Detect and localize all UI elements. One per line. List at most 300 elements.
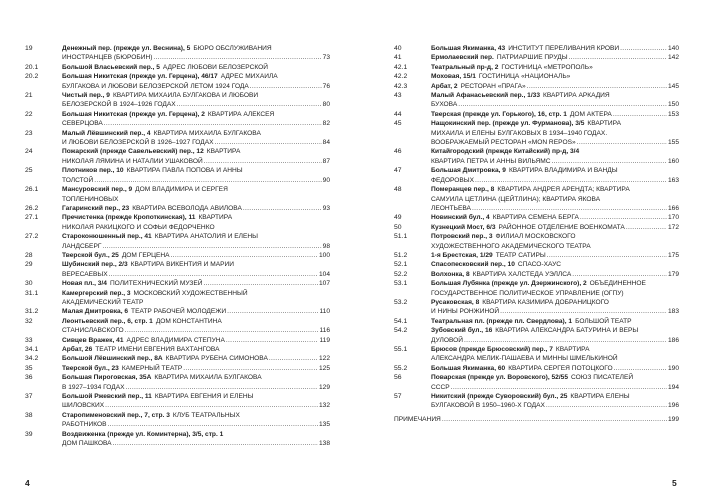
dot-leader <box>108 420 318 429</box>
entry-number: 40 <box>394 45 402 52</box>
entry-number: 55.1 <box>394 346 408 353</box>
entry-address: Новинский бул., 4 <box>431 214 490 222</box>
toc-entry <box>25 63 330 72</box>
entry-line <box>431 204 679 213</box>
toc-notes-entry <box>394 415 679 424</box>
entry-title: БУХОВА <box>431 101 458 109</box>
toc-entry <box>25 392 330 411</box>
entry-number: 42.1 <box>394 63 408 71</box>
entry-page-number: 183 <box>667 308 679 316</box>
dot-leader <box>109 270 318 279</box>
entry-title: АЛЕКСАНДРА МЕЛИК-ПАШАЕВА И МИННЫ ШМЕЛЬКИНОЙ <box>431 355 618 363</box>
entry-page-number: 100 <box>318 251 330 259</box>
entry-page-number: 76 <box>322 82 330 90</box>
toc-entry <box>394 232 679 251</box>
entry-line <box>62 157 330 166</box>
toc-entry <box>394 110 679 119</box>
entry-title: НИКОЛАЯ ЛЯМИНА И НАТАЛИИ УШАКОВОЙ <box>62 157 203 165</box>
toc-entry <box>394 82 679 91</box>
entry-number: 38 <box>25 411 33 419</box>
entry-address: Малая Дмитровка, 6 <box>62 308 129 316</box>
dot-leader <box>626 223 667 232</box>
entry-number: 53.1 <box>394 280 408 288</box>
dot-leader <box>227 307 318 316</box>
entry-title: СПАСО-ХАУС <box>517 261 562 269</box>
entry-line <box>431 270 679 279</box>
entry-number: 25 <box>25 167 33 175</box>
toc-entry <box>394 44 679 53</box>
entry-title: СЕВЕРЦОВА <box>62 120 103 128</box>
entry-number: 46 <box>394 148 402 156</box>
toc-entry <box>25 185 330 204</box>
entry-line <box>431 279 679 288</box>
entry-address: Ермолаевский пер. <box>431 54 494 62</box>
entry-line <box>431 195 679 204</box>
toc-entry <box>25 260 330 279</box>
entry-title: КАМЕРНЫЙ ТЕАТР <box>121 364 183 372</box>
entry-page-number: 163 <box>667 176 679 184</box>
dot-leader <box>458 100 667 109</box>
entry-page-number: 190 <box>667 364 679 372</box>
toc-entry <box>25 204 330 213</box>
toc-entry <box>394 260 679 269</box>
toc-entry <box>25 91 330 110</box>
toc-entry <box>25 345 330 354</box>
entry-address: Китайгородский (прежде Китайский) пр-д, 3/4 <box>431 148 580 156</box>
entry-line <box>62 44 330 53</box>
toc-entry <box>25 110 330 129</box>
toc-entry <box>394 223 679 232</box>
entry-title: КВАРТИРА <box>206 148 241 156</box>
entry-address: Новая пл., 3/4 <box>62 280 107 288</box>
entry-address: Театральная пл. (прежде пл. Свердлова), 1 <box>431 317 573 325</box>
entry-title: МИХАИЛА И ЕЛЕНЫ БУЛГАКОВЫХ В 1934–1940 ГОДАХ. <box>431 129 608 137</box>
dot-leader <box>204 157 322 166</box>
entry-line <box>431 364 679 373</box>
entry-address: Арбат, 26 <box>62 346 93 353</box>
entry-page-number: 122 <box>318 355 330 363</box>
entry-title: АДРЕС ВЛАДИМИРА СТЕПУНА <box>126 336 225 344</box>
entry-address: 1-я Брестская, 1/29 <box>431 251 493 259</box>
entry-number: 53.2 <box>394 298 408 306</box>
entry-line <box>62 242 330 251</box>
entry-title: БОЛЬШОЙ ТЕАТР <box>575 317 632 325</box>
entry-address: Сивцев Вражек, 41 <box>62 336 124 344</box>
entry-line <box>431 289 679 298</box>
entry-address: Спасопесковский пер., 10 <box>431 261 515 269</box>
toc-entry <box>25 354 330 363</box>
entry-title: КВАРТИРА АНАТОЛИЯ И ЕЛЕНЫ <box>154 233 258 241</box>
entry-line <box>431 336 679 345</box>
entry-number: 20.2 <box>25 73 39 81</box>
entry-title: ДОМ ВЛАДИМИРА И СЕРГЕЯ <box>135 186 228 194</box>
entry-page-number: 142 <box>667 54 679 62</box>
entry-address: Шубинский пер., 2/3 <box>62 261 128 269</box>
entry-title: ДУЛОВОЙ <box>431 336 464 344</box>
entry-line <box>431 373 679 382</box>
entry-title: СОЮЗ ПИСАТЕЛЕЙ <box>571 374 634 382</box>
entry-line <box>431 185 679 194</box>
toc-entry <box>25 279 330 288</box>
entry-page-number: 160 <box>667 157 679 165</box>
entry-title: АДРЕС ЛЮБОВИ БЕЛОЗЕРСКОЙ <box>162 63 269 71</box>
entry-address: Большой Лёвшинский пер., 8А <box>62 355 163 363</box>
entry-title: ГОСУДАРСТВЕННОЕ ПОЛИТИЧЕСКОЕ УПРАВЛЕНИЕ (ОГПУ) <box>431 289 624 297</box>
entry-page-number: 73 <box>322 54 330 62</box>
entry-line <box>431 232 679 241</box>
toc-entry <box>394 373 679 392</box>
entry-title: КВАРТИРА СЕРГЕЯ ПОТОЦКОГО <box>508 364 613 372</box>
entry-address: Большая Никитская (прежде ул. Герцена), 2 <box>62 110 205 118</box>
entry-number: 36 <box>25 374 33 382</box>
entry-number: 19 <box>25 45 33 52</box>
toc-entry <box>394 119 679 147</box>
entry-page-number: 129 <box>318 383 330 391</box>
entry-page-number: 104 <box>318 270 330 278</box>
entry-line <box>62 279 330 288</box>
toc-entry <box>394 63 679 72</box>
entry-line <box>62 185 330 194</box>
entry-page-number: 119 <box>319 336 330 344</box>
right-page-number: 5 <box>672 478 677 488</box>
entry-line <box>62 204 330 213</box>
entry-title: КВАРТИРА ВЛАДИМИРА И ВАНДЫ <box>508 167 618 175</box>
toc-entry <box>394 392 679 411</box>
entry-page-number: 125 <box>318 364 330 372</box>
entry-title: СТАНИСЛАВСКОГО <box>62 327 124 335</box>
toc-entry <box>394 147 679 166</box>
entry-title: ТЕАТР РАБОЧЕЙ МОЛОДЕЖИ <box>131 308 227 316</box>
entry-number: 45 <box>394 120 402 128</box>
entry-line <box>431 251 679 260</box>
entry-address: Большая Пироговская, 35А <box>62 374 152 382</box>
entry-line <box>62 317 330 326</box>
entry-number: 34.1 <box>25 346 39 353</box>
entry-number: 51.1 <box>394 233 408 241</box>
toc-entry <box>394 326 679 345</box>
entry-page-number: 179 <box>667 270 679 278</box>
entry-title: АДРЕС МИХАИЛА <box>220 73 278 81</box>
dot-leader <box>243 204 322 213</box>
entry-line <box>62 213 330 222</box>
entry-title: КЛУБ ТЕАТРАЛЬНЫХ <box>172 411 240 419</box>
entry-number: 28 <box>25 251 33 259</box>
entry-number: 20.1 <box>25 63 39 71</box>
entry-page-number: 170 <box>667 214 679 222</box>
dot-leader <box>102 242 321 251</box>
entry-title: КВАРТИРА ПАВЛА ПОПОВА И АННЫ <box>126 167 243 175</box>
dot-leader <box>577 138 667 147</box>
entry-address: Моховая, 15/1 <box>431 73 476 81</box>
entry-line <box>62 270 330 279</box>
entry-line <box>431 345 679 354</box>
entry-number: 22 <box>25 110 33 118</box>
entry-title: КВАРТИРА РУБЕНА СИМОНОВА <box>165 355 268 363</box>
entry-address: Малый Лёвшинский пер., 4 <box>62 129 151 137</box>
entry-line <box>431 317 679 326</box>
entry-line <box>431 100 679 109</box>
entry-number: 54.1 <box>394 317 408 325</box>
entry-title: БУЛГАКОВА И ЛЮБОВИ БЕЛОЗЕРСКОЙ ЛЕТОМ 1924 ГОДА <box>62 82 249 90</box>
entry-address: Волхонка, 8 <box>431 270 470 278</box>
entry-line <box>62 53 330 62</box>
entry-line <box>431 223 679 232</box>
entry-title: ГОСТИНИЦА «МЕТРОПОЛЬ» <box>501 63 593 71</box>
toc-entry <box>394 364 679 373</box>
entry-line <box>62 383 330 392</box>
entry-address: Плотников пер., 10 <box>62 167 124 175</box>
entry-title: НИКОЛАЯ РАКИЦКОГО И СОФЬИ ФЕДОРЧЕНКО <box>62 223 215 231</box>
entry-title: КВАРТИРА ВИКЕНТИЯ И МАРИИ <box>130 261 234 269</box>
entry-page-number: 150 <box>667 101 679 109</box>
dot-leader <box>171 251 318 260</box>
entry-number: 31.2 <box>25 308 39 316</box>
entry-line <box>62 345 330 354</box>
entry-number: 52.2 <box>394 270 408 278</box>
entry-number: 26.2 <box>25 204 39 212</box>
entry-line <box>62 354 330 363</box>
toc-entry <box>25 251 330 260</box>
entry-line <box>62 82 330 91</box>
entry-line <box>431 82 679 91</box>
entry-line <box>62 289 330 298</box>
notes-label: ПРИМЕЧАНИЯ <box>394 415 441 423</box>
entry-address: Мансуровский пер., 9 <box>62 186 133 194</box>
dot-leader <box>177 100 322 109</box>
toc-entry <box>394 317 679 326</box>
entry-address: Староконюшенный пер., 41 <box>62 233 152 241</box>
entry-number: 32 <box>25 317 33 325</box>
entry-title: ПАТРИАРШИЕ ПРУДЫ <box>496 54 568 62</box>
toc-entry <box>25 411 330 430</box>
entry-address: Большая Лубянка (прежде ул. Дзержинского), 2 <box>431 280 587 288</box>
entry-page-number: 132 <box>318 402 330 410</box>
entry-line <box>431 213 679 222</box>
toc-entry <box>25 44 330 63</box>
entry-line <box>62 420 330 429</box>
entry-number: 54.2 <box>394 327 408 335</box>
entry-title: КВАРТИРА МИХАИЛА БУЛГАКОВА И ЛЮБОВИ <box>112 92 259 100</box>
entry-line <box>431 129 679 138</box>
entry-page-number: 166 <box>667 204 679 212</box>
entry-line <box>62 439 330 448</box>
entry-number: 39 <box>25 430 33 438</box>
entry-page-number: 135 <box>318 421 330 429</box>
entry-line <box>62 307 330 316</box>
entry-number: 44 <box>394 110 402 118</box>
entry-number: 33 <box>25 336 33 344</box>
entry-page-number: 153 <box>667 110 679 118</box>
entry-line <box>431 63 679 72</box>
entry-line <box>431 53 679 62</box>
toc-entry <box>394 53 679 62</box>
entry-title: И ЛЮБОВИ БЕЛОЗЕРСКОЙ В 1926–1927 ГОДАХ <box>62 139 214 147</box>
entry-line <box>431 157 679 166</box>
entry-title: КВАРТИРА ЕВГЕНИЯ И ЕЛЕНЫ <box>154 393 254 401</box>
entry-line <box>431 138 679 147</box>
entry-page-number: 87 <box>322 157 330 165</box>
entry-line <box>62 260 330 269</box>
entry-line <box>62 430 330 439</box>
entry-line <box>62 326 330 335</box>
entry-number: 35 <box>25 364 33 372</box>
dot-leader <box>572 270 667 279</box>
entry-number: 55.2 <box>394 364 408 372</box>
entry-number: 56 <box>394 374 402 382</box>
entry-line <box>62 373 330 382</box>
dot-leader <box>226 336 319 345</box>
dot-leader <box>527 82 667 91</box>
dot-leader <box>104 119 322 128</box>
entry-line <box>431 260 679 269</box>
toc-entry <box>25 147 330 166</box>
entry-address: Потровский пер., 3 <box>431 233 493 241</box>
entry-address: Большая Никитская (прежде ул. Герцена), 46/17 <box>62 73 218 81</box>
entry-address: Пожарский (прежде Савельевский) пер., 12 <box>62 148 204 156</box>
dot-leader <box>500 307 667 316</box>
dot-leader <box>153 53 321 62</box>
toc-entry <box>394 166 679 185</box>
entry-number: 30 <box>25 280 33 288</box>
entry-address: Брюсов (прежде Брюсовский) пер., 7 <box>431 346 553 353</box>
entry-title: БЕЛОЗЕРСКОЙ В 1924–1926 ГОДАХ <box>62 101 176 109</box>
entry-line <box>62 119 330 128</box>
entry-number: 51.2 <box>394 251 408 259</box>
entry-line <box>62 411 330 420</box>
entry-page-number: 93 <box>322 204 330 212</box>
entry-title: ТЕАТР САТИРЫ <box>495 251 546 259</box>
entry-title: ЛАНДСБЕРГ <box>62 242 102 250</box>
toc-entry <box>25 166 330 185</box>
entry-line <box>62 336 330 345</box>
entry-page-number: 172 <box>667 223 679 231</box>
entry-number: 26.1 <box>25 186 39 194</box>
entry-number: 48 <box>394 186 402 194</box>
entry-title: ДОМ КОНСТАНТИНА <box>155 317 222 325</box>
entry-title: ТОПЛЕНИНОВЫХ <box>62 195 119 203</box>
entry-address: Большой Власьевский пер., 5 <box>62 63 160 71</box>
entry-line <box>62 176 330 185</box>
entry-line <box>62 138 330 147</box>
entry-line <box>62 364 330 373</box>
entry-title: ГОСТИНИЦА «НАЦИОНАЛЬ» <box>478 73 571 81</box>
entry-title: ШИЛОВСКИХ <box>62 402 105 410</box>
entry-title: ДОМ ПАШКОВА <box>62 440 112 448</box>
toc-entry <box>25 336 330 345</box>
entry-page-number: 155 <box>667 139 679 147</box>
entry-title: КВАРТИРА ХАЛСТЕДА УЭЛЛСА <box>472 270 572 278</box>
entry-page-number: 145 <box>667 82 679 90</box>
entry-line <box>62 392 330 401</box>
entry-number: 42.3 <box>394 82 408 90</box>
entry-line <box>62 298 330 307</box>
toc-entry <box>394 72 679 81</box>
entry-line <box>62 110 330 119</box>
entry-title: РАЙОННОЕ ОТДЕЛЕНИЕ ВОЕНКОМАТА <box>498 223 625 231</box>
entry-page-number: 138 <box>318 440 330 448</box>
dot-leader <box>614 364 667 373</box>
entry-address: Театральный пр-д, 2 <box>431 63 499 71</box>
toc-entry <box>25 129 330 148</box>
entry-number: 43 <box>394 92 402 100</box>
entry-title: ЛЕОНТЬЕВА <box>431 204 471 212</box>
entry-title: КВАРТИРА КАЗИМИРА ДОБРАНИЦКОГО <box>482 298 609 306</box>
entry-title: МОСКОВСКИЙ ХУДОЖЕСТВЕННЫЙ <box>133 289 248 297</box>
entry-number: 47 <box>394 167 402 175</box>
dot-leader <box>105 401 318 410</box>
toc-entry <box>25 317 330 336</box>
entry-line <box>431 383 679 392</box>
dot-leader <box>442 415 667 424</box>
entry-line <box>431 147 679 156</box>
toc-entry <box>25 364 330 373</box>
dot-leader <box>113 439 318 448</box>
entry-page-number: 175 <box>667 251 679 259</box>
entry-title: АКАДЕМИЧЕСКИЙ ТЕАТР <box>62 298 144 306</box>
dot-leader <box>464 336 667 345</box>
entry-number: 27.1 <box>25 214 39 222</box>
toc-entry <box>25 72 330 91</box>
entry-page-number: 107 <box>318 280 330 288</box>
entry-line <box>431 298 679 307</box>
toc-entry <box>25 289 330 308</box>
entry-title: ДОМ ГЕРЦЕНА <box>121 251 170 259</box>
entry-number: 37 <box>25 393 33 401</box>
entry-title: КВАРТИРА <box>555 346 590 353</box>
toc-entry <box>394 91 679 110</box>
entry-number: 27.2 <box>25 233 39 241</box>
entry-address: Большая Якиманка, 43 <box>431 45 506 52</box>
toc-entry <box>25 430 330 449</box>
entry-address: Денежный пер. (прежде ул. Веснина), 5 <box>62 45 191 52</box>
toc-entry <box>394 185 679 213</box>
entry-page-number: 140 <box>667 45 679 52</box>
entry-title: СССР <box>431 383 450 391</box>
entry-line <box>62 72 330 81</box>
left-page-contents <box>25 44 330 448</box>
left-page-number: 4 <box>25 478 30 488</box>
toc-entry <box>394 213 679 222</box>
entry-title: ФИЛИАЛ МОСКОВСКОГО <box>495 233 576 241</box>
entry-address: Леонтьевский пер., 6, стр. 1 <box>62 317 153 325</box>
entry-title: КВАРТИРА <box>587 120 622 128</box>
entry-address: Гагаринский пер., 23 <box>62 204 130 212</box>
entry-line <box>431 242 679 251</box>
entry-line <box>62 195 330 204</box>
dot-leader <box>472 204 667 213</box>
dot-leader <box>475 176 667 185</box>
entry-title: РАБОТНИКОВ <box>62 421 107 429</box>
entry-line <box>394 415 679 424</box>
toc-entry <box>394 251 679 260</box>
entry-address: Арбат, 2 <box>431 82 458 90</box>
toc-entry <box>394 270 679 279</box>
toc-entry <box>25 373 330 392</box>
entry-title: ОБЪЕДИНЕННОЕ <box>589 280 646 288</box>
right-page-contents <box>394 44 679 424</box>
entry-number: 52.1 <box>394 261 408 269</box>
entry-title: РЕСТОРАН «ПРАГА» <box>460 82 526 90</box>
dot-leader <box>204 279 318 288</box>
entry-address: Тверской бул., 23 <box>62 364 119 372</box>
entry-line <box>431 392 679 401</box>
entry-title: КВАРТИРА ЕЛЕНЫ <box>570 393 630 401</box>
entry-number: 49 <box>394 214 402 222</box>
entry-line <box>62 91 330 100</box>
entry-address: Большая Дмитровка, 9 <box>431 167 506 175</box>
entry-number: 21 <box>25 92 33 100</box>
entry-address: Тверская (прежде ул. Горького), 16, стр. 1 <box>431 110 567 118</box>
